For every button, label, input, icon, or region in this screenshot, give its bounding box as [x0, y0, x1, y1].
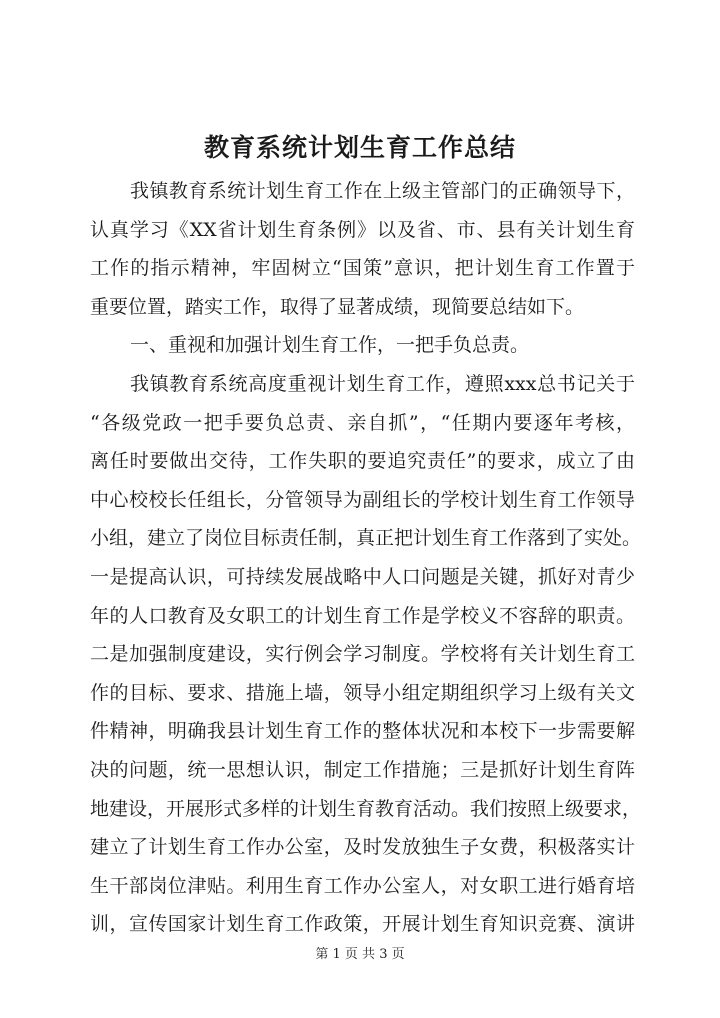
paragraph-line: 我镇教育系统计划生育工作在上级主管部门的正确领导下， — [130, 180, 635, 202]
paragraph-line: 件精神，明确我县计划生育工作的整体状况和本校下一步需要解 — [90, 720, 635, 743]
page-number: 第 1 页 共 3 页 — [315, 947, 405, 962]
paragraph-line: 二是加强制度建设，实行例会学习制度。学校将有关计划生育工 — [90, 643, 635, 666]
paragraph-line: 年的人口教育及女职工的计划生育工作是学校义不容辞的职责。 — [90, 604, 635, 627]
paragraph-line: 一是提高认识，可持续发展战略中人口问题是关键，抓好对青少 — [90, 565, 635, 588]
paragraph-line: 认真学习《XX省计划生育条例》以及省、市、县有关计划生育 — [90, 218, 635, 241]
paragraph-line: 建立了计划生育工作办公室，及时发放独生子女费，积极落实计 — [90, 836, 635, 859]
document-title: 教育系统计划生育工作总结 — [203, 133, 516, 162]
paragraph-line: 生干部岗位津贴。利用生育工作办公室人，对女职工进行婚育培 — [90, 874, 635, 897]
paragraph-line: 决的问题，统一思想认识，制定工作措施；三是抓好计划生育阵 — [90, 758, 635, 781]
paragraph-line: 中心校校长任组长，分管领导为副组长的学校计划生育工作领导 — [90, 488, 635, 511]
paragraph-line: 地建设，开展形式多样的计划生育教育活动。我们按照上级要求， — [90, 797, 642, 820]
paragraph-line: 离任时要做出交待，工作失职的要追究责任”的要求，成立了由 — [90, 450, 635, 473]
paragraph-line: 重要位置，踏实工作，取得了显著成绩，现简要总结如下。 — [90, 295, 585, 318]
paragraph-line: 我镇教育系统高度重视计划生育工作，遵照xxx总书记关于 — [130, 372, 635, 395]
section-heading: 一、重视和加强计划生育工作，一把手负总责。 — [130, 334, 530, 357]
paragraph-line: 作的目标、要求、措施上墙，领导小组定期组织学习上级有关文 — [90, 681, 635, 704]
paragraph-line: 工作的指示精神，牢固树立“国策”意识，把计划生育工作置于 — [90, 257, 635, 280]
paragraph-line: “各级党政一把手要负总责、亲自抓”，“任期内要逐年考核， — [90, 411, 635, 434]
paragraph-line: 训，宣传国家计划生育工作政策，开展计划生育知识竞赛、演讲 — [90, 913, 635, 936]
paragraph-line: 小组，建立了岗位目标责任制，真正把计划生育工作落到了实处。 — [90, 527, 642, 550]
document-body — [90, 172, 642, 944]
